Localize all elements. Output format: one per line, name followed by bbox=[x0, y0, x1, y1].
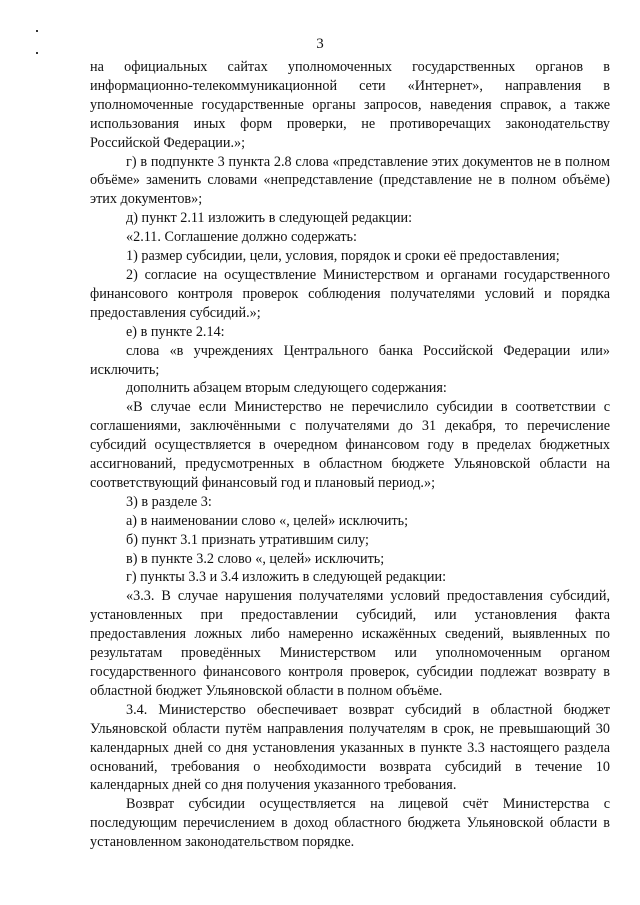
scan-mark bbox=[36, 30, 38, 32]
paragraph: 3) в разделе 3: bbox=[126, 493, 212, 510]
paragraph: 3.4. Министерство обеспечивает возврат субсидий в областной бюджет Ульяновской области путём направления получателям в срок, не превышающий 30 календарных дней со дня установления указанных в пункте 3.3 настоящего раздела оснований, требования о необходимости возврата субсидий в течение 10 календарных дней со дня получения указанного требования. bbox=[90, 701, 610, 794]
paragraph: е) в пункте 2.14: bbox=[126, 323, 225, 340]
paragraph: слова «в учреждениях Центрального банка Российской Федерации или» исключить; bbox=[90, 342, 610, 378]
paragraph: г) пункты 3.3 и 3.4 изложить в следующей редакции: bbox=[126, 569, 447, 586]
paragraph: д) пункт 2.11 изложить в следующей редакции: bbox=[126, 210, 413, 227]
paragraph: «3.3. В случае нарушения получателями условий предоставления субсидий, установленных при предоставлении субсидий, или установления факта предоставления ложных либо намеренно искажённых сведений, выявленных по результатам проведённых Министерством или уполномоченным органом государственного финансового контроля проверок, субсидии подлежат возврату в областной бюджет Ульяновской области в полном объёме. bbox=[90, 588, 610, 699]
paragraph: 2) согласие на осуществление Министерством и органами государственного финансового контроля проверок соблюдения получателями условий и порядка предоставления субсидий.»; bbox=[90, 266, 610, 321]
paragraph: а) в наименовании слово «, целей» исключить; bbox=[126, 512, 409, 529]
paragraph: в) в пункте 3.2 слово «, целей» исключить; bbox=[126, 550, 385, 567]
paragraph: б) пункт 3.1 признать утратившим силу; bbox=[126, 531, 369, 548]
paragraph: на официальных сайтах уполномоченных государственных органов в информационно-телекоммуникационной сети «Интернет», направления в уполномоченные государственные органы запросов, наведения справок, а также использования иных форм проверки, не противоречащих законодательству Российской Федерации.»; bbox=[90, 59, 610, 151]
paragraph: Возврат субсидии осуществляется на лицевой счёт Министерства с последующим перечислением в доход областного бюджета Ульяновской области в установленном законодательством порядке. bbox=[90, 796, 610, 851]
paragraph: «2.11. Соглашение должно содержать: bbox=[126, 229, 357, 246]
page-number: 3 bbox=[316, 36, 324, 52]
paragraph: г) в подпункте 3 пункта 2.8 слова «представление этих документов не в полном объёме» заменить словами «непредставление (представление не в полном объёме) этих документов»; bbox=[90, 153, 610, 208]
paragraph: 1) размер субсидии, цели, условия, порядок и сроки её предоставления; bbox=[126, 248, 560, 265]
paragraph: «В случае если Министерство не перечислило субсидии в соответствии с соглашениями, заключёнными с получателями до 31 декабря, то перечисление субсидий осуществляется в очередном финансовом году в пределах бюджетных ассигнований, предусмотренных в областном бюджете Ульяновской области на соответствующий финансовый год и плановый период.»; bbox=[90, 399, 610, 491]
paragraph: дополнить абзацем вторым следующего содержания: bbox=[126, 380, 447, 397]
document-body bbox=[90, 58, 610, 852]
